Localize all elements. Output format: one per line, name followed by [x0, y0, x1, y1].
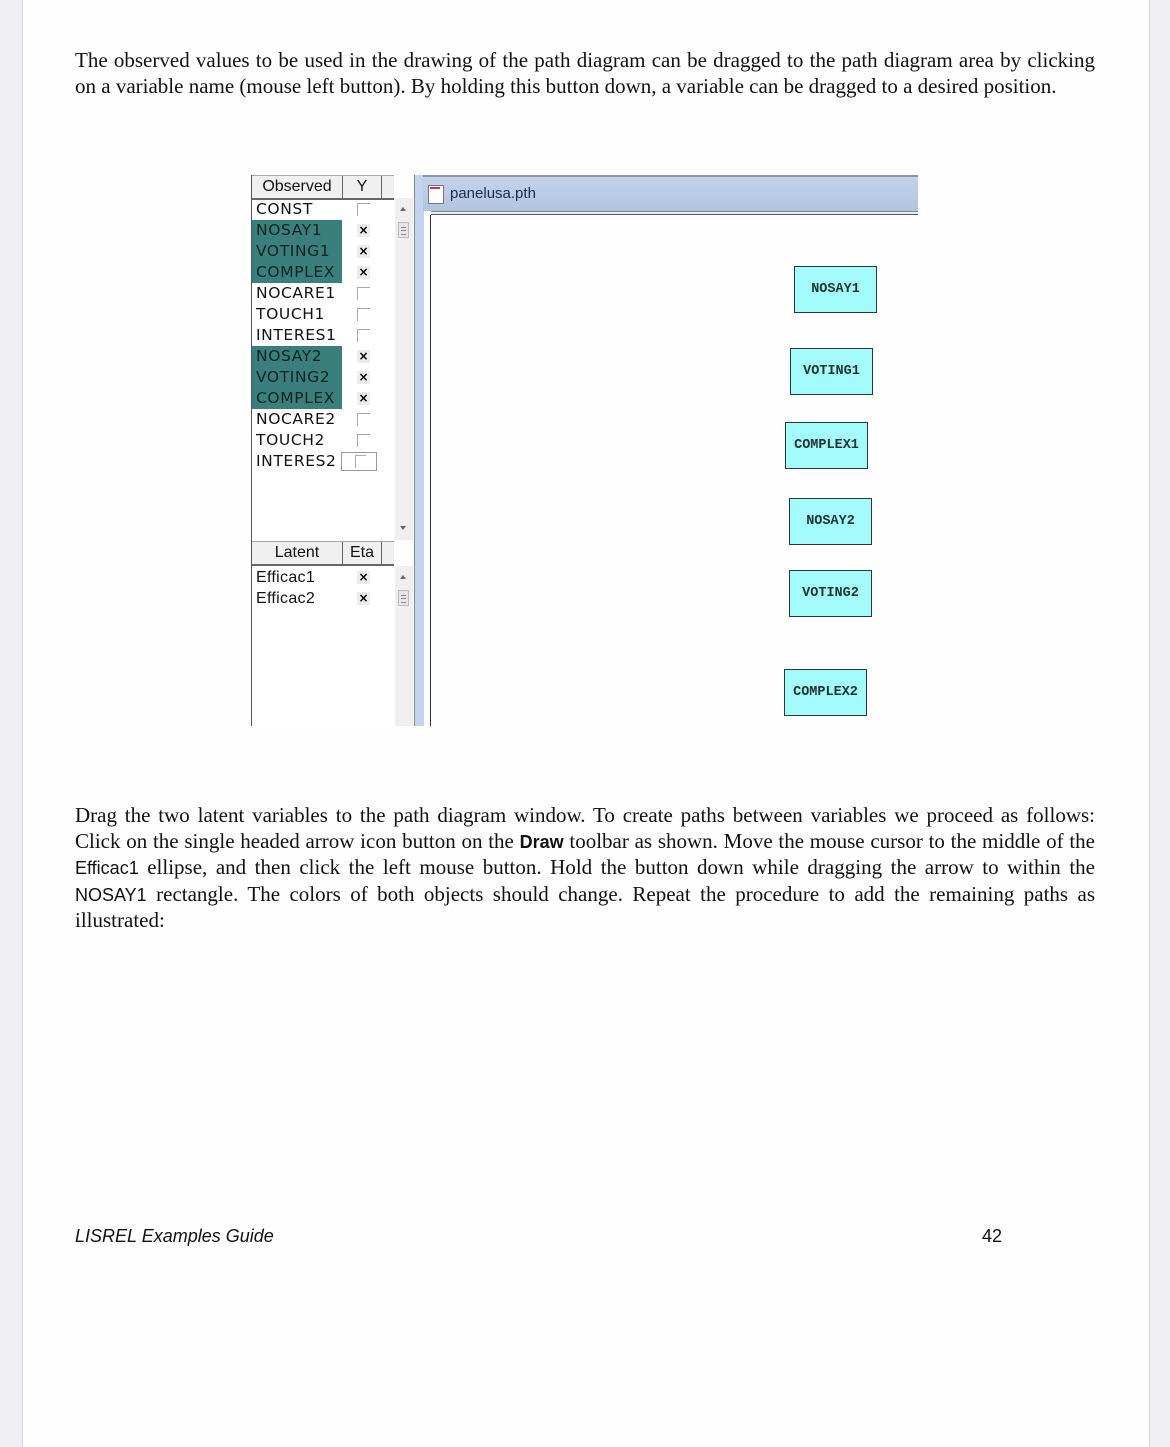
- observed-header: [252, 175, 394, 200]
- variable-name[interactable]: VOTING1: [252, 241, 342, 262]
- instructions-paragraph: [75, 803, 1095, 934]
- window-frame-edge: [431, 211, 918, 215]
- y-checkbox[interactable]: [357, 308, 370, 321]
- instructions-text-4: rectangle. The colors of both objects should change. Repeat the procedure to add the remaining paths as illustrated:: [75, 881, 1095, 932]
- node-complex2[interactable]: COMPLEX2: [784, 669, 867, 716]
- eta-checkbox[interactable]: ×: [358, 570, 369, 584]
- variable-name[interactable]: NOSAY1: [252, 220, 342, 241]
- observed-row-voting2[interactable]: [252, 367, 394, 388]
- node-voting1[interactable]: VOTING1: [790, 348, 873, 395]
- instructions-text-3: ellipse, and then click the left mouse button. Hold the button down while dragging the arrow to within the: [138, 855, 1095, 879]
- footer-guide-title: LISREL Examples Guide: [75, 1226, 274, 1246]
- observed-row-nocare2[interactable]: [252, 409, 394, 430]
- observed-row-complex1[interactable]: [252, 262, 394, 283]
- scroll-down-arrow-icon[interactable]: [400, 526, 406, 530]
- window-splitter[interactable]: [414, 175, 424, 726]
- scroll-thumb[interactable]: [398, 222, 409, 238]
- observed-row-nosay1[interactable]: [252, 220, 394, 241]
- node-nosay1[interactable]: NOSAY1: [794, 266, 877, 313]
- observed-row-nocare1[interactable]: [252, 283, 394, 304]
- y-checkbox[interactable]: ×: [358, 265, 369, 279]
- variable-name[interactable]: NOCARE1: [256, 284, 336, 302]
- observed-column-header[interactable]: Observed: [252, 176, 343, 198]
- variable-name[interactable]: NOCARE2: [256, 410, 336, 428]
- y-checkbox[interactable]: ×: [358, 223, 369, 237]
- y-checkbox[interactable]: ×: [358, 244, 369, 258]
- variable-name[interactable]: NOSAY2: [252, 346, 342, 367]
- instructions-text-1: Drag the two latent variables to the path diagram window. To create paths between variables we proceed as follows: Click on the single headed arrow icon button on the: [75, 803, 1095, 853]
- instructions-text-2: toolbar as shown. Move the mouse cursor to the middle of the: [563, 828, 1095, 853]
- y-checkbox[interactable]: ×: [358, 391, 369, 405]
- y-checkbox[interactable]: ×: [358, 370, 369, 384]
- path-file-icon: [428, 185, 444, 204]
- y-column-header[interactable]: Y: [343, 176, 382, 198]
- variable-name[interactable]: TOUCH1: [256, 305, 325, 323]
- observed-row-touch1[interactable]: [252, 304, 394, 325]
- y-checkbox[interactable]: ×: [358, 349, 369, 363]
- y-checkbox[interactable]: [357, 203, 370, 216]
- observed-row-touch2[interactable]: [252, 430, 394, 451]
- window-title: panelusa.pth: [450, 185, 536, 202]
- variable-name[interactable]: INTERES1: [256, 326, 337, 344]
- node-complex1[interactable]: COMPLEX1: [785, 422, 868, 469]
- variable-name[interactable]: TOUCH2: [256, 431, 325, 449]
- diagram-window-titlebar[interactable]: [423, 175, 918, 211]
- y-checkbox[interactable]: [357, 413, 370, 426]
- observed-row-interes2[interactable]: [252, 451, 394, 472]
- efficac1-name: Efficac1: [75, 858, 139, 878]
- node-nosay2[interactable]: NOSAY2: [789, 498, 872, 545]
- variables-panel: [251, 175, 396, 726]
- observed-row-nosay2[interactable]: [252, 346, 394, 367]
- observed-row-complex2[interactable]: [252, 388, 394, 409]
- variable-name[interactable]: Efficac2: [256, 590, 316, 607]
- intro-paragraph: The observed values to be used in the drawing of the path diagram can be dragged to the path diagram area by clicking on a variable name (mouse left button). By holding this button down, a variable can be dragged to a desired position.: [75, 48, 1095, 98]
- observed-row-const[interactable]: [252, 199, 394, 220]
- eta-checkbox[interactable]: ×: [358, 591, 369, 605]
- variable-name[interactable]: CONST: [256, 200, 313, 218]
- latent-header: [252, 541, 394, 566]
- variable-name[interactable]: VOTING2: [252, 367, 342, 388]
- scroll-thumb[interactable]: [398, 590, 409, 606]
- eta-column-header[interactable]: Eta: [343, 542, 382, 564]
- variable-name[interactable]: COMPLEX: [252, 388, 342, 409]
- y-checkbox[interactable]: [344, 455, 374, 468]
- latent-row-efficac1[interactable]: [252, 567, 394, 588]
- latent-column-header[interactable]: Latent: [252, 542, 343, 564]
- draw-toolbar-name: Draw: [519, 831, 564, 852]
- page-number: 42: [982, 1226, 1003, 1246]
- latent-row-efficac2[interactable]: [252, 588, 394, 609]
- variable-name[interactable]: INTERES2: [256, 452, 337, 470]
- scroll-up-arrow-icon[interactable]: [400, 575, 406, 579]
- variable-name[interactable]: Efficac1: [256, 569, 316, 586]
- y-checkbox[interactable]: [357, 287, 370, 300]
- y-checkbox[interactable]: [357, 329, 370, 342]
- y-checkbox[interactable]: [357, 434, 370, 447]
- variable-name[interactable]: COMPLEX: [252, 262, 342, 283]
- observed-row-voting1[interactable]: [252, 241, 394, 262]
- latent-scrollbar[interactable]: [395, 566, 413, 726]
- node-voting2[interactable]: VOTING2: [789, 570, 872, 617]
- nosay1-name: NOSAY1: [75, 884, 147, 905]
- diagram-area-border: [430, 215, 431, 726]
- scroll-up-arrow-icon[interactable]: [400, 207, 406, 211]
- observed-row-interes1[interactable]: [252, 325, 394, 346]
- observed-scrollbar[interactable]: [395, 198, 413, 540]
